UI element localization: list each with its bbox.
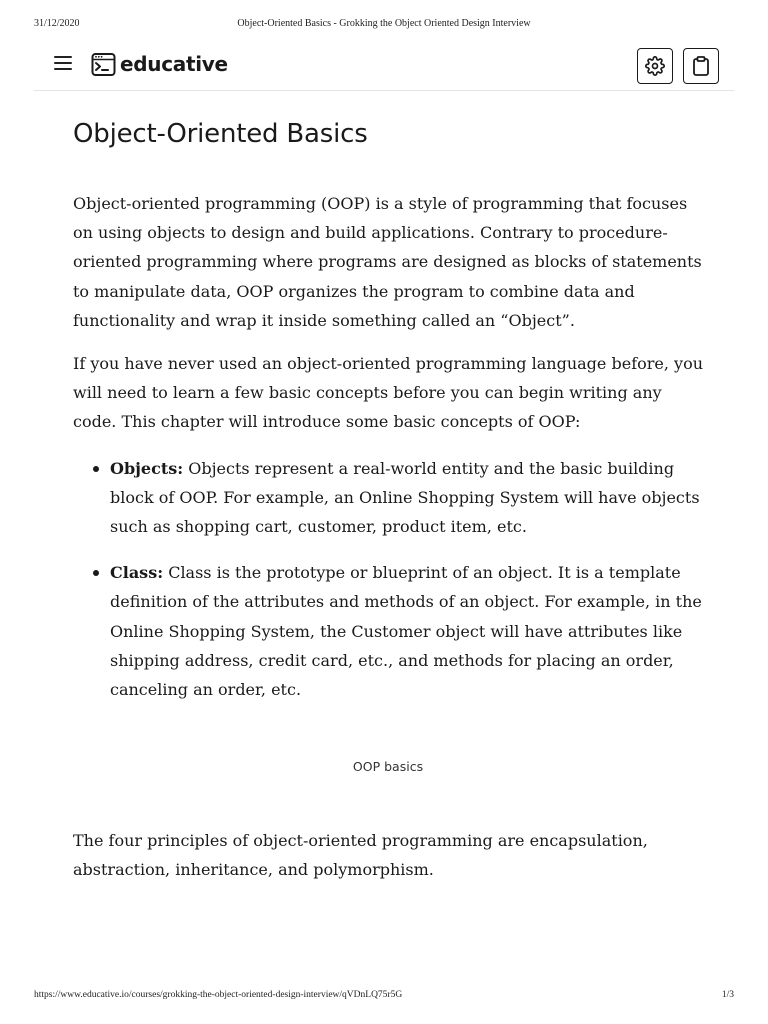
list-item <box>110 454 703 542</box>
article-content <box>73 116 703 885</box>
concept-description: Objects represent a real-world entity and the basic building block of OOP. For example, an Online Shopping System will have objects such as shopping cart, customer, product item, etc. <box>110 458 700 537</box>
settings-button[interactable] <box>637 48 673 84</box>
print-date: 31/12/2020 <box>34 18 80 29</box>
terminal-window-icon <box>91 52 116 77</box>
concepts-list <box>73 454 703 705</box>
hamburger-menu-icon[interactable] <box>54 56 72 70</box>
clipboard-button[interactable] <box>683 48 719 84</box>
print-header <box>34 18 734 32</box>
concept-term: Class: <box>110 563 164 583</box>
concept-term: Objects: <box>110 458 184 478</box>
intro-paragraph: Object-oriented programming (OOP) is a style of programming that focuses on using objects to design and build applications. Contrary to procedure-oriented programming where programs are designed as blocks of statements to manipulate data, OOP organizes the program to combine data and functionality and wrap it inside something called an “Object”. <box>73 194 702 330</box>
clipboard-icon <box>692 56 710 76</box>
print-document-title: Object-Oriented Basics - Grokking the Object Oriented Design Interview <box>237 18 531 29</box>
concept-description: Class is the prototype or blueprint of an object. It is a template definition of the attributes and methods of an object. For example, in the Online Shopping System, the Customer object will have attributes like shipping address, credit card, etc., and methods for placing an order, canceling an order, etc. <box>110 563 702 700</box>
logo-text: educative <box>120 52 228 76</box>
principles-paragraph: The four principles of object-oriented programming are encapsulation, abstraction, inheritance, and polymorphism. <box>73 831 648 880</box>
educative-logo[interactable] <box>91 50 228 78</box>
print-url: https://www.educative.io/courses/grokking-the-object-oriented-design-interview/qVDnLQ75r5G <box>34 990 403 1000</box>
gear-icon <box>645 56 665 76</box>
page-title: Object-Oriented Basics <box>73 119 368 149</box>
print-footer <box>34 990 734 1002</box>
list-item <box>110 558 703 704</box>
top-navbar <box>34 44 734 91</box>
page-number: 1/3 <box>721 990 734 1000</box>
figure-caption: OOP basics <box>352 759 424 775</box>
concepts-intro-paragraph: If you have never used an object-oriented programming language before, you will need to learn a few basic concepts before you can begin writing any code. This chapter will introduce some basic concepts of OOP: <box>73 354 704 432</box>
